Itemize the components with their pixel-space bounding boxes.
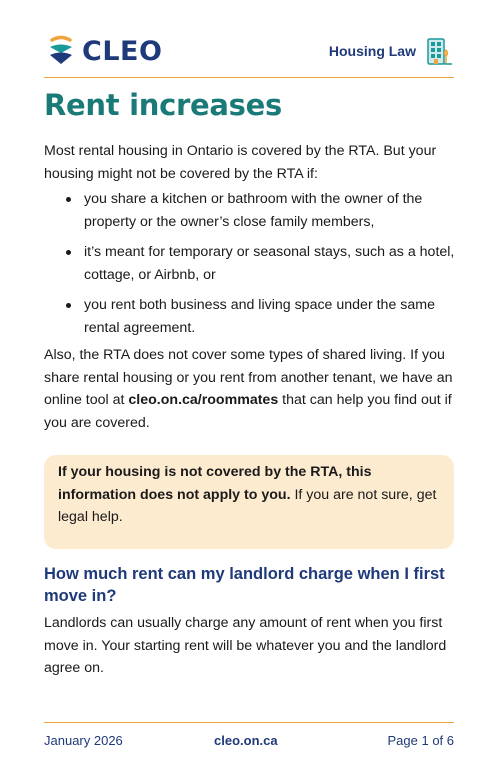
also-text-before: Also, the RTA does not cover some types of shared living. If you share rental housing or you rent from another tenant, we have an online tool at: [44, 347, 453, 408]
list-item: [64, 188, 456, 233]
bullet-dot: [66, 250, 71, 255]
callout-bold-text: If your housing is not covered by the RTA, this information does not apply to you.: [58, 464, 372, 503]
footer-date: January 2026: [44, 733, 123, 748]
cleo-logo-icon: [44, 34, 78, 68]
footer-divider: [44, 722, 454, 723]
header-section: [329, 36, 454, 66]
warning-callout: [44, 455, 454, 549]
logo-text: CLEO: [82, 35, 163, 67]
cleo-logo[interactable]: [44, 34, 162, 68]
list-item: [64, 294, 456, 339]
roommates-link[interactable]: cleo.on.ca/roommates: [128, 392, 279, 408]
footer-site-link[interactable]: cleo.on.ca: [214, 733, 278, 748]
list-item-text: you rent both business and living space under the same rental agreement.: [84, 297, 435, 336]
not-covered-list: [64, 188, 456, 347]
callout-rest-text: If you are not sure, get legal help.: [58, 486, 437, 525]
apartment-building-icon: [424, 36, 454, 66]
list-item: [64, 241, 456, 286]
footer-page-number: Page 1 of 6: [387, 733, 454, 748]
list-item-text: it’s meant for temporary or seasonal stays, such as a hotel, cottage, or Airbnb, or: [84, 244, 455, 283]
shared-living-paragraph: [44, 344, 456, 434]
bullet-dot: [66, 197, 71, 202]
section-heading: How much rent can my landlord charge when I first move in?: [44, 565, 445, 605]
answer-paragraph: Landlords can usually charge any amount of rent when you first move in. Your starting rent will be whatever you and the landlord agree on.: [44, 615, 447, 676]
also-text-after: that can help you find out if you are covered.: [44, 392, 452, 431]
header-divider: [44, 77, 454, 78]
list-item-text: you share a kitchen or bathroom with the owner of the property or the owner’s close family members,: [84, 191, 423, 230]
bullet-dot: [66, 303, 71, 308]
callout-text: [58, 461, 440, 529]
intro-paragraph: Most rental housing in Ontario is covered by the RTA. But your housing might not be covered by the RTA if:: [44, 143, 437, 182]
page-header: [44, 30, 454, 76]
section-label: Housing Law: [328, 43, 416, 59]
page-title: Rent increases: [44, 88, 282, 122]
